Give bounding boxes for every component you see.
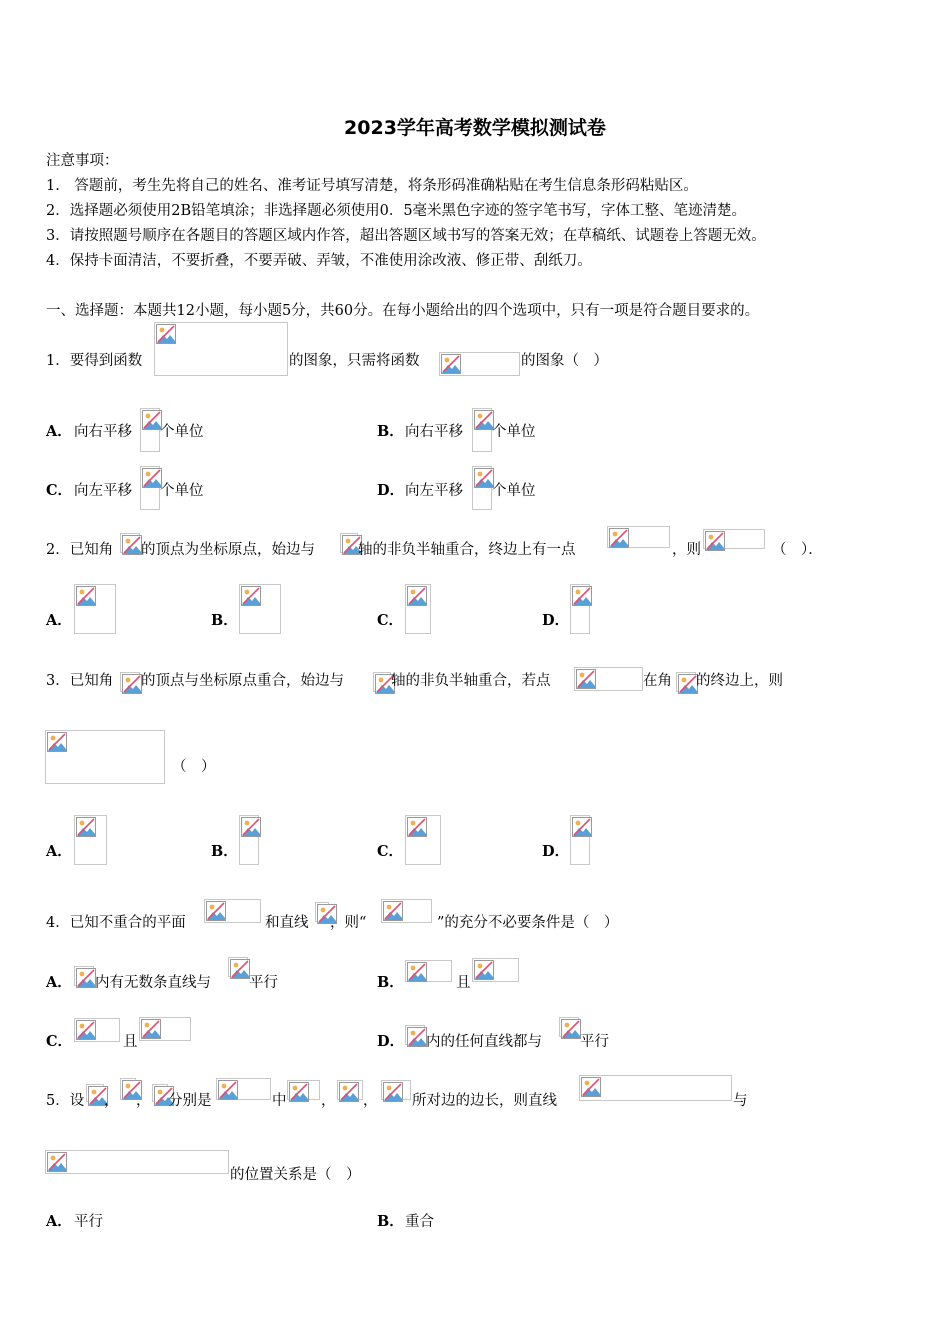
option-label-a: A．: [46, 1213, 72, 1230]
formula-image: [74, 1018, 120, 1042]
formula-image: [74, 584, 116, 634]
q1-stem-text: 的图象（ ）: [521, 353, 608, 369]
option-label-b: B．: [377, 423, 404, 440]
q1-option-d-text: 向左平移: [405, 483, 463, 499]
formula-image: [340, 533, 358, 553]
option-label-c: C．: [46, 1033, 73, 1050]
formula-image: [570, 584, 590, 634]
option-label-a: A．: [46, 423, 72, 440]
option-label-d: D．: [542, 843, 570, 860]
q5-stem-text: 分别是: [168, 1093, 212, 1109]
formula-image: [373, 672, 391, 692]
notice-item: 1. 答题前，考生先将自己的姓名、准考证号填写清楚，将条形码准确粘贴在考生信息条形码粘贴区。: [46, 178, 698, 194]
q1-option-c-text: 向左平移: [74, 483, 132, 499]
option-label-a: A．: [46, 843, 72, 860]
formula-image: [120, 533, 140, 553]
formula-image: [239, 815, 259, 865]
q4-option-d-text: 内的任何直线都与: [426, 1034, 542, 1050]
q4-option-a-text: 内有无数条直线与: [95, 975, 211, 991]
formula-image: [472, 958, 519, 982]
q2-stem-text: 轴的非负半轴重合，终边上有一点: [358, 542, 576, 558]
formula-image: [239, 584, 281, 634]
formula-image: [472, 466, 492, 510]
q1-stem-text: 的图象，只需将函数: [289, 353, 420, 369]
q4-option-d-tail: 平行: [580, 1034, 609, 1050]
formula-image: [337, 1080, 363, 1100]
formula-image: [381, 1080, 411, 1100]
q1-option-c-tail: 个单位: [160, 483, 204, 499]
q5-stem-text: ，: [363, 1093, 378, 1109]
q2-stem-text: 2．已知角: [46, 542, 114, 558]
formula-image: [154, 322, 288, 376]
formula-image: [120, 1078, 136, 1100]
option-label-a: A．: [46, 612, 72, 629]
q5-stem-text: ，: [321, 1093, 336, 1109]
q4-option-a-tail: 平行: [249, 975, 278, 991]
option-label-d: D．: [377, 1033, 405, 1050]
formula-image: [140, 408, 160, 452]
q5-stem-text: 所对边的边长，则直线: [412, 1093, 557, 1109]
q5-stem-text: 的位置关系是（ ）: [230, 1167, 361, 1183]
formula-image: [405, 1025, 425, 1045]
q4-option-c-text: 且: [123, 1034, 138, 1050]
q1-option-a-tail: 个单位: [160, 424, 204, 440]
q4-option-b-text: 且: [456, 975, 471, 991]
option-label-c: C．: [377, 843, 404, 860]
section-heading: 一、选择题：本题共12小题，每小题5分，共60分。在每小题给出的四个选项中，只有一项是符合题目要求的。: [46, 303, 760, 319]
q4-stem-text: ，则“: [330, 915, 367, 931]
q1-stem-text: 1．要得到函数: [46, 353, 143, 369]
formula-image: [74, 815, 107, 865]
formula-image: [120, 672, 140, 692]
option-label-c: C．: [377, 612, 404, 629]
option-label-d: D．: [542, 612, 570, 629]
q3-stem-text: 轴的非负半轴重合，若点: [391, 673, 551, 689]
option-label-b: B．: [377, 974, 404, 991]
option-label-b: B．: [211, 843, 238, 860]
q3-stem-text: 3．已知角: [46, 673, 114, 689]
q2-stem-text: （ ）．: [772, 542, 823, 558]
formula-image: [405, 815, 441, 865]
q3-stem-text: 的顶点与坐标原点重合，始边与: [141, 673, 344, 689]
q1-option-d-tail: 个单位: [492, 483, 536, 499]
page-title: 2023学年高考数学模拟测试卷: [344, 117, 606, 139]
formula-image: [405, 960, 452, 982]
formula-image: [570, 815, 590, 865]
option-label-b: B．: [377, 1213, 404, 1230]
formula-image: [579, 1075, 732, 1101]
formula-image: [216, 1078, 271, 1100]
q5-stem-text: 中: [272, 1093, 287, 1109]
formula-image: [140, 466, 160, 510]
option-label-a: A．: [46, 974, 72, 991]
formula-image: [45, 1150, 229, 1174]
q5-stem-text: ，: [136, 1093, 151, 1109]
formula-image: [139, 1017, 191, 1041]
q3-stem-text: 的终边上，则: [696, 673, 783, 689]
q5-option-a-text: 平行: [74, 1214, 103, 1230]
notice-item: 3．请按照题号顺序在各题目的答题区域内作答，超出答题区域书写的答案无效；在草稿纸、试题卷上答题无效。: [46, 228, 766, 244]
q3-stem-text: 在角: [643, 673, 672, 689]
q2-stem-text: ，则: [672, 542, 701, 558]
formula-image: [607, 526, 670, 548]
q1-option-a-text: 向右平移: [74, 424, 132, 440]
notice-heading: 注意事项：: [46, 153, 119, 169]
q2-stem-text: 的顶点为坐标原点，始边与: [141, 542, 315, 558]
formula-image: [405, 584, 431, 634]
option-label-d: D．: [377, 482, 405, 499]
q5-stem-text: 5．设: [46, 1093, 85, 1109]
formula-image: [287, 1080, 320, 1100]
formula-image: [45, 730, 165, 784]
formula-image: [559, 1017, 579, 1037]
formula-image: [676, 672, 696, 692]
formula-image: [74, 966, 94, 986]
formula-image: [228, 957, 248, 977]
option-label-c: C．: [46, 482, 73, 499]
q5-stem-text: ，: [104, 1093, 119, 1109]
notice-item: 4．保持卡面清洁，不要折叠，不要弄破、弄皱，不准使用涂改液、修正带、刮纸刀。: [46, 253, 592, 269]
option-label-b: B．: [211, 612, 238, 629]
formula-image: [152, 1084, 168, 1102]
q4-stem-text: 4．已知不重合的平面: [46, 915, 186, 931]
q3-stem-text: （ ）: [172, 759, 216, 775]
formula-image: [315, 902, 329, 922]
q1-option-b-text: 向右平移: [405, 424, 463, 440]
q5-option-b-text: 重合: [405, 1214, 434, 1230]
formula-image: [574, 667, 643, 691]
q1-option-b-tail: 个单位: [492, 424, 536, 440]
q4-stem-text: ”的充分不必要条件是（ ）: [437, 915, 619, 931]
notice-item: 2．选择题必须使用2B铅笔填涂；非选择题必须使用0．5毫米黑色字迹的签字笔书写，字体工整、笔迹清楚。: [46, 203, 747, 219]
formula-image: [439, 352, 520, 376]
q5-stem-text: 与: [733, 1093, 748, 1109]
formula-image: [204, 899, 261, 923]
formula-image: [381, 899, 432, 923]
q4-stem-text: 和直线: [265, 915, 309, 931]
formula-image: [472, 408, 492, 452]
formula-image: [86, 1084, 104, 1102]
formula-image: [703, 529, 765, 549]
